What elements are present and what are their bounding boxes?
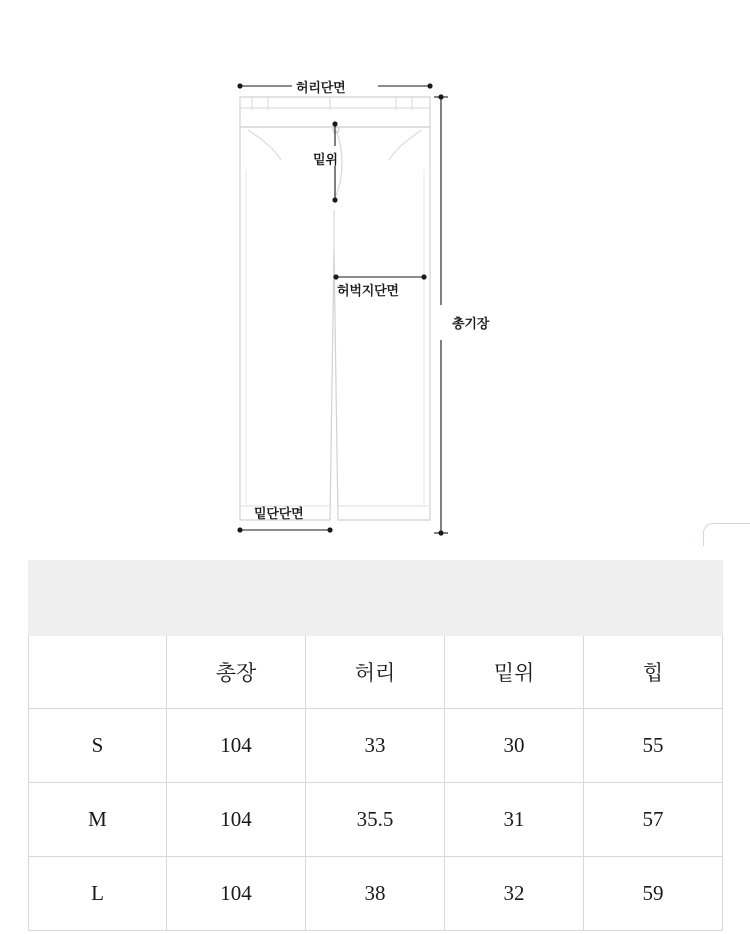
corner-artifact: [703, 523, 750, 546]
label-thigh-width: 허벅지단면: [337, 283, 399, 298]
cell-waist: 35.5: [306, 783, 445, 857]
table-row: [29, 709, 723, 783]
cell-hip: 55: [584, 709, 723, 783]
measurement-lines: [237, 83, 448, 535]
column-header-waist: 허리: [306, 636, 445, 709]
header-band-cell: [29, 561, 723, 636]
cell-rise: 30: [445, 709, 584, 783]
cell-rise: 32: [445, 857, 584, 931]
label-waist-width: 허리단면: [296, 80, 346, 95]
size-table: [28, 560, 723, 931]
cell-hip: 59: [584, 857, 723, 931]
label-total-length: 총기장: [452, 316, 490, 331]
cell-size: S: [29, 709, 167, 783]
size-table-wrapper: [28, 560, 722, 931]
table-row: [29, 857, 723, 931]
label-hem-width: 밑단단면: [254, 506, 304, 521]
table-column-header-row: [29, 636, 723, 709]
cell-total: 104: [167, 709, 306, 783]
cell-hip: 57: [584, 783, 723, 857]
cell-size: L: [29, 857, 167, 931]
column-header-total: 총장: [167, 636, 306, 709]
cell-size: M: [29, 783, 167, 857]
label-rise: 밑위: [313, 152, 338, 167]
table-row: [29, 783, 723, 857]
table-header-band: [29, 561, 723, 636]
cell-rise: 31: [445, 783, 584, 857]
cell-total: 104: [167, 783, 306, 857]
cell-waist: 33: [306, 709, 445, 783]
cell-total: 104: [167, 857, 306, 931]
column-header-rise: 밑위: [445, 636, 584, 709]
column-header-hip: 힙: [584, 636, 723, 709]
cell-waist: 38: [306, 857, 445, 931]
column-header-size: [29, 636, 167, 709]
